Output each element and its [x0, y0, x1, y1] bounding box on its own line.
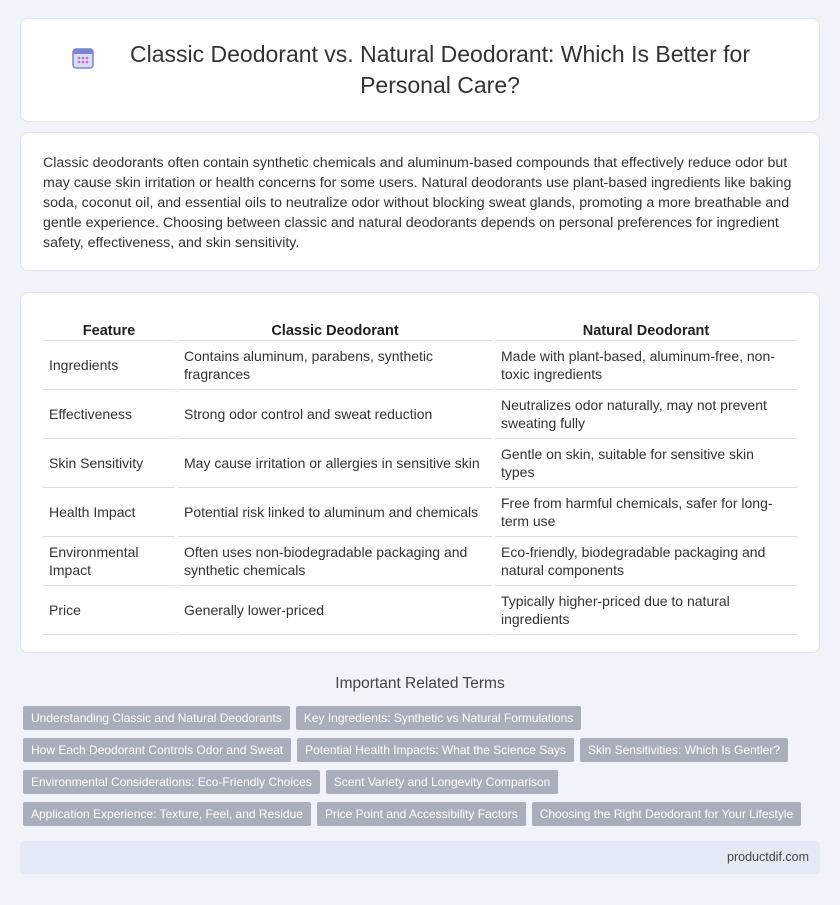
natural-cell: Free from harmful chemicals, safer for long-term use [495, 488, 797, 537]
tag-row [23, 738, 823, 762]
related-tag-link[interactable]: Environmental Considerations: Eco-Friendly Choices [23, 770, 320, 794]
comparison-card [20, 292, 820, 653]
intro-card [20, 132, 820, 271]
footer [20, 841, 820, 874]
classic-cell: Potential risk linked to aluminum and chemicals [178, 488, 492, 537]
related-tag-link[interactable]: Key Ingredients: Synthetic vs Natural Formulations [296, 706, 581, 730]
feature-cell: Skin Sensitivity [43, 439, 175, 488]
classic-cell: Often uses non-biodegradable packaging and synthetic chemicals [178, 537, 492, 586]
classic-cell: Strong odor control and sweat reduction [178, 390, 492, 439]
feature-cell: Ingredients [43, 341, 175, 390]
table-row [43, 439, 797, 488]
feature-cell: Environmental Impact [43, 537, 175, 586]
related-tag-link[interactable]: Application Experience: Texture, Feel, and Residue [23, 802, 311, 826]
related-tag-link[interactable]: Skin Sensitivities: Which Is Gentler? [580, 738, 788, 762]
footer-site-link[interactable]: productdif.com [727, 850, 809, 864]
related-tag-link[interactable]: Potential Health Impacts: What the Science Says [297, 738, 574, 762]
natural-cell: Eco-friendly, biodegradable packaging and natural components [495, 537, 797, 586]
classic-cell: Generally lower-priced [178, 586, 492, 635]
related-tags [23, 706, 823, 834]
natural-cell: Neutralizes odor naturally, may not prevent sweating fully [495, 390, 797, 439]
table-header-row [43, 313, 797, 341]
classic-cell: May cause irritation or allergies in sensitive skin [178, 439, 492, 488]
header-classic: Classic Deodorant [178, 313, 492, 341]
natural-cell: Made with plant-based, aluminum-free, non-toxic ingredients [495, 341, 797, 390]
table-row [43, 488, 797, 537]
tag-row [23, 770, 823, 794]
header-natural: Natural Deodorant [495, 313, 797, 341]
header-feature: Feature [43, 313, 175, 341]
title-card [20, 18, 820, 122]
table-row [43, 586, 797, 635]
related-tag-link[interactable]: Choosing the Right Deodorant for Your Lifestyle [532, 802, 802, 826]
classic-cell: Contains aluminum, parabens, synthetic fragrances [178, 341, 492, 390]
comparison-table [40, 313, 800, 635]
page-title: Classic Deodorant vs. Natural Deodorant: Which Is Better for Personal Care? [130, 41, 750, 98]
natural-cell: Typically higher-priced due to natural ingredients [495, 586, 797, 635]
tag-row [23, 802, 823, 826]
feature-cell: Health Impact [43, 488, 175, 537]
related-tag-link[interactable]: Price Point and Accessibility Factors [317, 802, 526, 826]
table-row [43, 390, 797, 439]
natural-cell: Gentle on skin, suitable for sensitive skin types [495, 439, 797, 488]
related-terms-heading: Important Related Terms [335, 675, 505, 692]
tag-row [23, 706, 823, 730]
related-tag-link[interactable]: Understanding Classic and Natural Deodorants [23, 706, 290, 730]
calendar-icon [70, 45, 96, 71]
feature-cell: Price [43, 586, 175, 635]
table-row [43, 537, 797, 586]
intro-paragraph: Classic deodorants often contain synthetic chemicals and aluminum-based compounds that effectively reduce odor but may cause skin irritation or health concerns for some users. Natural deodorants use plant-based ingredients like baking soda, coconut oil, and essential oils to neutralize odor without blocking sweat glands, promoting a more breathable and gentle experience. Choosing between classic and natural deodorants depends on personal preferences for ingredient safety, effectiveness, and skin sensitivity. [43, 155, 792, 251]
table-row [43, 341, 797, 390]
related-tag-link[interactable]: How Each Deodorant Controls Odor and Sweat [23, 738, 291, 762]
related-tag-link[interactable]: Scent Variety and Longevity Comparison [326, 770, 559, 794]
feature-cell: Effectiveness [43, 390, 175, 439]
